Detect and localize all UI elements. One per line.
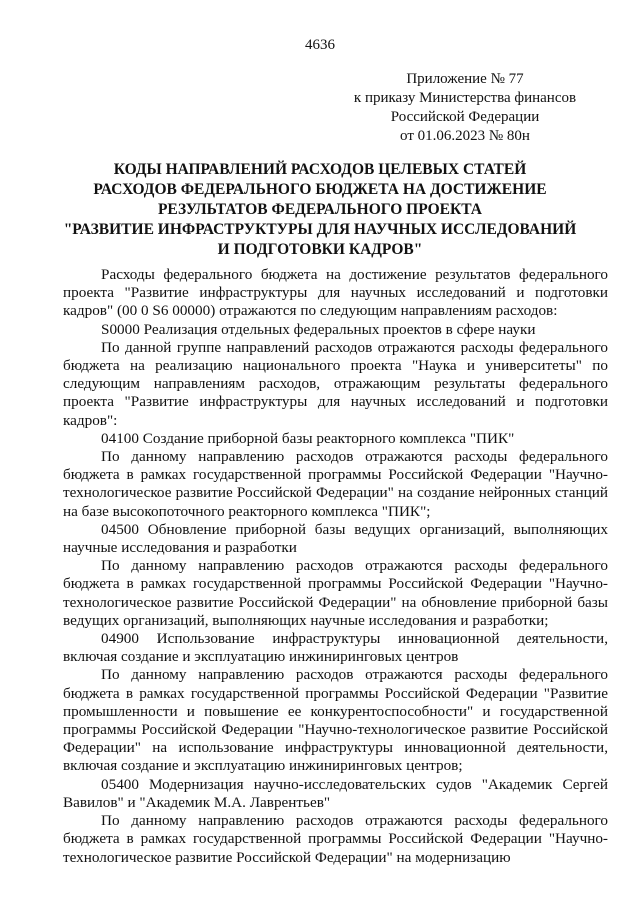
intro-paragraph: Расходы федерального бюджета на достижение результатов федерального проекта "Развитие инфраструктуры для научных исследований и подготовки кадров" (00 0 S6 00000) отражаются по следующим направлениям расходов: [63, 266, 608, 320]
document-title [60, 160, 580, 260]
appendix-line: Приложение № 77 [406, 71, 524, 87]
title-line: И ПОДГОТОВКИ КАДРОВ" [217, 241, 423, 258]
expense-code-heading: 04500 Обновление приборной базы ведущих организаций, выполняющих научные исследования и разработки [63, 520, 608, 557]
title-line: РЕЗУЛЬТАТОВ ФЕДЕРАЛЬНОГО ПРОЕКТА [157, 201, 483, 218]
page-number: 4636 [305, 37, 335, 53]
expense-code-heading: 04900 Использование инфраструктуры инновационной деятельности, включая создание и эксплуатацию инжиниринговых центров [63, 630, 608, 666]
appendix-header [330, 70, 600, 146]
expense-code-heading: 04100 Создание приборной базы реакторного комплекса "ПИК" [101, 429, 515, 447]
body-paragraph: По данному направлению расходов отражаются расходы федерального бюджета в рамках государственной программы Российской Федерации "Научно-технологическое развитие Российской Федерации" на обновление приборной базы ведущих организаций, выполняющих научные исследования и разработки; [63, 557, 608, 629]
body-paragraph: По данному направлению расходов отражаются расходы федерального бюджета в рамках государственной программы Российской Федерации "Научно-технологическое развитие Российской Федерации" на создание нейронных станций на базе высокопоточного реакторного комплекса "ПИК"; [63, 448, 608, 520]
expense-code-heading: S0000 Реализация отдельных федеральных проектов в сфере науки [101, 320, 536, 338]
title-line: "РАЗВИТИЕ ИНФРАСТРУКТУРЫ ДЛЯ НАУЧНЫХ ИССЛЕДОВАНИЙ [63, 221, 577, 238]
expense-code-heading: 05400 Модернизация научно-исследовательских судов "Академик Сергей Вавилов" и "Академик М.А. Лаврентьев" [63, 775, 608, 811]
appendix-line: от 01.06.2023 № 80н [400, 128, 530, 144]
appendix-line: к приказу Министерства финансов [353, 90, 577, 106]
body-paragraph: По данной группе направлений расходов отражаются расходы федерального бюджета на реализацию национального проекта "Наука и университеты" по следующим направлениям расходов, отражающим результаты федерального проекта "Развитие инфраструктуры для научных исследований и подготовки кадров": [63, 338, 608, 429]
title-line: КОДЫ НАПРАВЛЕНИЙ РАСХОДОВ ЦЕЛЕВЫХ СТАТЕЙ [113, 161, 527, 178]
title-line: РАСХОДОВ ФЕДЕРАЛЬНОГО БЮДЖЕТА НА ДОСТИЖЕНИЕ [93, 181, 547, 198]
body-paragraph: По данному направлению расходов отражаются расходы федерального бюджета в рамках государственной программы Российской Федерации "Научно-технологическое развитие Российской Федерации" на модернизацию [63, 812, 608, 866]
document-body [63, 266, 608, 867]
body-paragraph: По данному направлению расходов отражаются расходы федерального бюджета в рамках государственной программы Российской Федерации "Развитие промышленности и повышение ее конкурентоспособности" и государственной программы Российской Федерации "Научно-технологическое развитие Российской Федерации" на использование инфраструктуры инновационной деятельности, включая создание и эксплуатацию инжиниринговых центров; [63, 666, 608, 775]
appendix-line: Российской Федерации [390, 109, 540, 125]
